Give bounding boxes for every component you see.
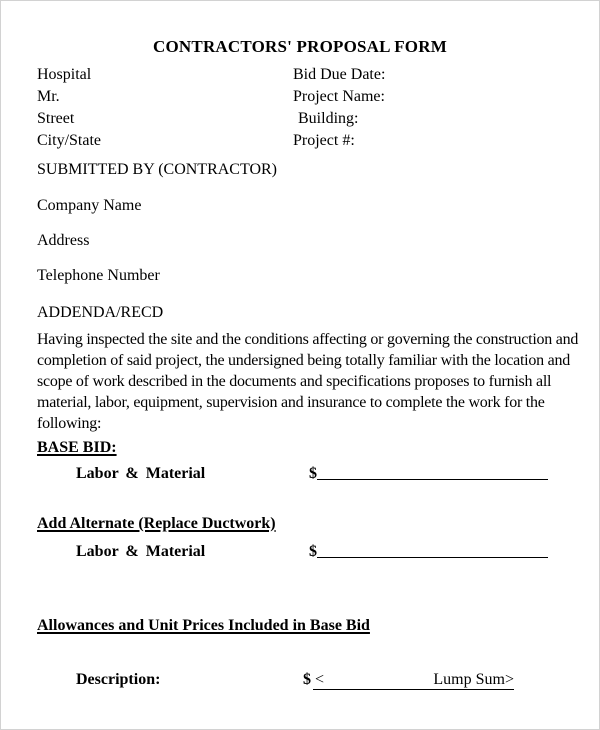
dollar-sign: $ [303, 671, 311, 688]
base-bid-amount [309, 465, 548, 483]
dollar-sign: $ [309, 543, 317, 560]
telephone-number-label: Telephone Number [37, 267, 160, 284]
description-label: Description: [76, 671, 161, 688]
recipient-hospital-label: Hospital [37, 66, 92, 83]
recipient-street-label: Street [37, 110, 75, 127]
allowances-amount [303, 671, 514, 690]
submitted-by-heading: SUBMITTED BY (CONTRACTOR) [37, 161, 278, 178]
base-bid-row [37, 465, 579, 485]
lump-sum-text: Lump Sum> [433, 671, 514, 688]
building-label: Building: [298, 110, 359, 127]
add-alternate-amount-line[interactable] [317, 556, 548, 558]
allowances-description-row [37, 671, 579, 691]
address-label: Address [37, 232, 90, 249]
base-bid-amount-line[interactable] [317, 478, 548, 480]
project-name-label: Project Name: [293, 88, 385, 105]
recipient-row [37, 108, 579, 130]
open-angle-bracket: < [315, 671, 325, 688]
add-alternate-line-label: Labor & Material [76, 543, 206, 560]
page-title: CONTRACTORS' PROPOSAL FORM [153, 37, 447, 56]
base-bid-heading: BASE BID: [37, 439, 117, 456]
dollar-sign: $ [309, 465, 317, 482]
recipient-block [37, 64, 579, 152]
recipient-row [37, 86, 579, 108]
company-name-label: Company Name [37, 197, 142, 214]
add-alternate-heading: Add Alternate (Replace Ductwork) [37, 515, 276, 532]
intro-paragraph: Having inspected the site and the conditions affecting or governing the construction and completion of said project, the undersigned being totally familiar with the location and scope of work described in the documents and specifications proposes to furnish all material, labor, equipment, supervision and insurance to complete the work for the following: [37, 331, 579, 432]
recipient-city-state-label: City/State [37, 132, 101, 149]
base-bid-line-label: Labor & Material [76, 465, 206, 482]
allowances-amount-line[interactable] [313, 671, 514, 690]
recipient-contact-label: Mr. [37, 88, 60, 105]
addenda-label: ADDENDA/RECD [37, 304, 164, 321]
bid-due-date-label: Bid Due Date: [293, 66, 386, 83]
recipient-row [37, 130, 579, 152]
project-number-label: Project #: [293, 132, 355, 149]
allowances-heading: Allowances and Unit Prices Included in Base Bid [37, 617, 370, 634]
recipient-row [37, 64, 579, 86]
add-alternate-amount [309, 543, 548, 561]
add-alternate-row [37, 543, 579, 563]
